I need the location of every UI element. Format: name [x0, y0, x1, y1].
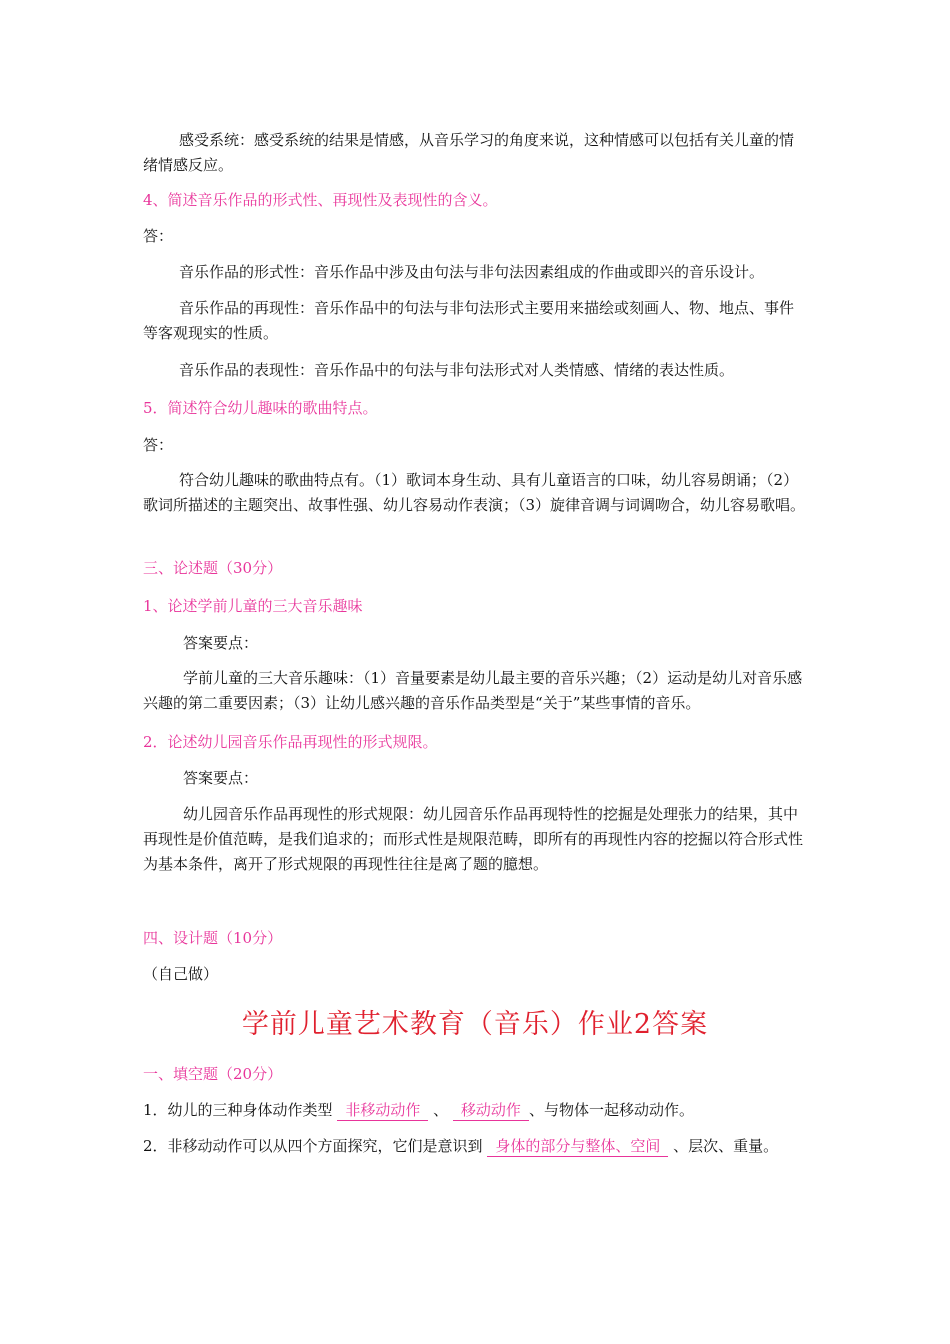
paragraph-formal: 音乐作品的形式性：音乐作品中涉及由句法与非句法因素组成的作曲或即兴的音乐设计。	[179, 263, 765, 281]
fill-2-answer-1: 身体的部分与整体、空间	[487, 1136, 668, 1157]
fill-1-separator: 、	[433, 1101, 449, 1119]
fill-2-suffix: 、层次、重量。	[673, 1137, 779, 1155]
section-3-heading: 三、论述题（30分）	[143, 559, 283, 577]
fill-1-prefix: 1．幼儿的三种身体动作类型	[143, 1101, 333, 1119]
section-1-heading: 一、填空题（20分）	[143, 1065, 283, 1083]
paragraph-expressive: 音乐作品的表现性：音乐作品中的句法与非句法形式对人类情感、情绪的表达性质。	[179, 361, 735, 379]
section-3-question-1: 1、论述学前儿童的三大音乐趣味	[143, 597, 363, 615]
fill-question-2	[143, 1134, 808, 1159]
paragraph-formal-limits: 幼儿园音乐作品再现性的形式规限：幼儿园音乐作品再现特性的挖掘是处理张力的结果，其中再现性是价值范畴，是我们追求的；而形式性是规限范畴，即所有的再现性内容的挖掘以符合形式性为基本条件，离开了形式规限的再现性往往是离了题的臆想。	[143, 805, 804, 873]
answer-label: 答：	[143, 227, 174, 245]
paragraph-three-interests: 学前儿童的三大音乐趣味：（1）音量要素是幼儿最主要的音乐兴趣；（2）运动是幼儿对音乐感兴趣的第二重要因素；（3）让幼儿感兴趣的音乐作品类型是“关于”某些事情的音乐。	[143, 669, 803, 712]
fill-1-answer-2: 移动动作	[453, 1100, 529, 1121]
key-points-label: 答案要点：	[183, 634, 259, 652]
section-3-question-2: 2．论述幼儿园音乐作品再现性的形式规限。	[143, 733, 438, 751]
question-4: 4、简述音乐作品的形式性、再现性及表现性的含义。	[143, 191, 498, 209]
self-do-note: （自己做）	[143, 965, 219, 983]
key-points-label: 答案要点：	[183, 769, 259, 787]
question-5: 5．简述符合幼儿趣味的歌曲特点。	[143, 399, 378, 417]
section-4-heading: 四、设计题（10分）	[143, 929, 283, 947]
answer-label: 答：	[143, 436, 174, 454]
fill-1-answer-1: 非移动动作	[337, 1100, 428, 1121]
document-title: 学前儿童艺术教育（音乐）作业2答案	[241, 1009, 709, 1040]
fill-1-suffix: 、与物体一起移动动作。	[528, 1101, 694, 1119]
fill-question-1	[143, 1098, 808, 1123]
paragraph-song-features: 符合幼儿趣味的歌曲特点有。（1）歌词本身生动、具有儿童语言的口味，幼儿容易朗诵；（2）歌词所描述的主题突出、故事性强、幼儿容易动作表演；（3）旋律音调与词调吻合，幼儿容易歌唱。	[143, 471, 806, 514]
paragraph-representational: 音乐作品的再现性：音乐作品中的句法与非句法形式主要用来描绘或刻画人、物、地点、事件等客观现实的性质。	[143, 299, 795, 342]
paragraph-feeling-system: 感受系统：感受系统的结果是情感，从音乐学习的角度来说，这种情感可以包括有关儿童的情绪情感反应。	[143, 131, 795, 174]
fill-2-prefix: 2．非移动动作可以从四个方面探究，它们是意识到	[143, 1137, 483, 1155]
